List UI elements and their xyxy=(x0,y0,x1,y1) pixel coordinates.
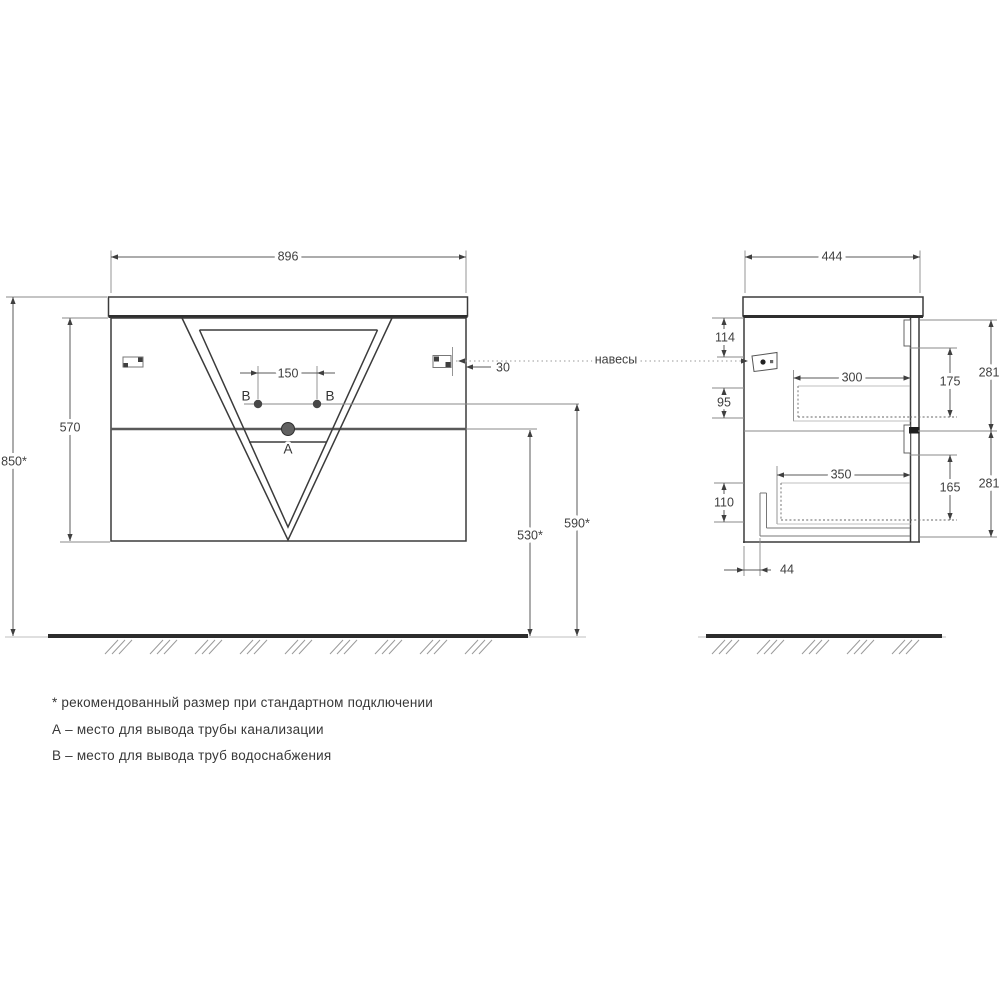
dim-upper-inner: 95 xyxy=(717,395,731,410)
dim-depth: 444 xyxy=(821,249,843,264)
water-point-left xyxy=(254,400,262,408)
label-hangers: навесы xyxy=(594,352,638,367)
dim-pipe-height: 110 xyxy=(714,495,734,510)
label-point-b-right: B xyxy=(325,388,335,404)
footnote-recommended: * рекомендованный размер при стандартном подключении xyxy=(52,695,434,710)
dim-lower-front: 281 xyxy=(978,476,1000,491)
pipe-cutout xyxy=(760,493,910,536)
top-rail xyxy=(904,320,911,346)
dim-lower-front-inner: 165 xyxy=(939,480,961,495)
label-point-a: A xyxy=(283,441,293,457)
hanger-bracket-side-icon xyxy=(752,353,777,372)
dim-hanger-offset: 30 xyxy=(496,360,510,375)
dim-water-spacing: 150 xyxy=(277,366,299,381)
dim-mount-height: 850* xyxy=(1,454,27,469)
dim-water-height: 590* xyxy=(564,516,590,531)
dim-hanger-top: 114 xyxy=(715,330,735,345)
front-view xyxy=(1,249,590,636)
dim-pipe-offset: 44 xyxy=(780,562,794,577)
drain-point xyxy=(282,423,295,436)
dim-front-width: 896 xyxy=(277,249,299,264)
hanger-bracket-left-icon xyxy=(123,357,143,368)
label-point-b-left: B xyxy=(241,388,251,404)
dim-upper-front: 281 xyxy=(978,365,1000,380)
dim-lower-depth: 350 xyxy=(830,467,852,482)
footnote-point-b: В – место для вывода труб водоснабжения xyxy=(52,748,332,763)
dim-upper-front-inner: 175 xyxy=(939,374,961,389)
dim-drain-height: 530* xyxy=(517,528,543,543)
floor-left xyxy=(5,636,586,654)
side-view xyxy=(712,249,999,576)
footnotes xyxy=(52,690,433,770)
dim-cabinet-height: 570 xyxy=(59,420,81,435)
front-gap xyxy=(909,427,920,434)
water-point-right xyxy=(313,400,321,408)
dim-upper-depth: 300 xyxy=(841,370,863,385)
side-countertop xyxy=(743,297,923,316)
footnote-point-a: А – место для вывода трубы канализации xyxy=(52,721,324,737)
front-countertop xyxy=(109,297,468,316)
floor-right xyxy=(698,636,946,654)
